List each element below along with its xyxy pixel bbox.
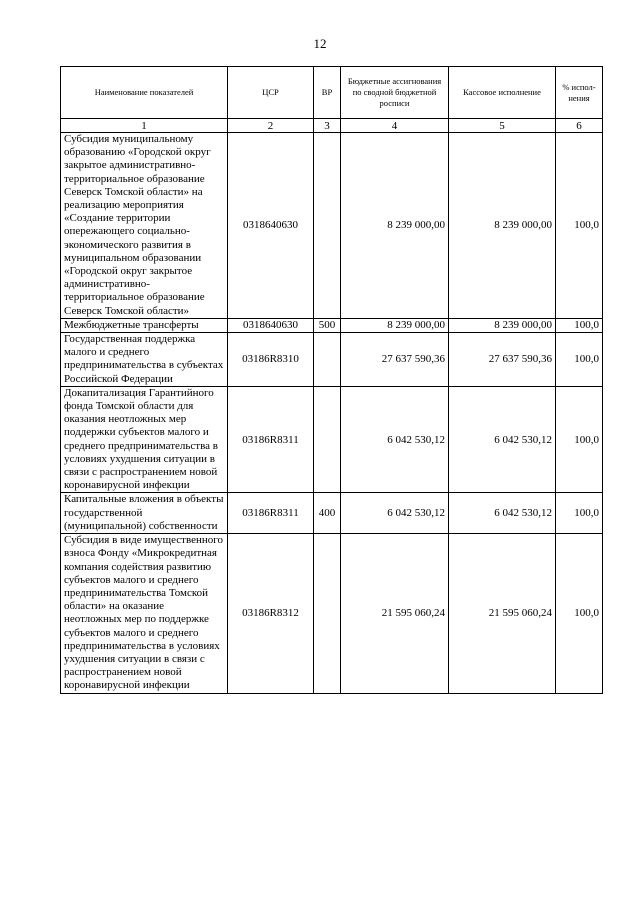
table-row	[61, 133, 603, 319]
row-vr	[314, 333, 341, 387]
column-number: 3	[314, 119, 341, 133]
row-percent: 100,0	[556, 333, 603, 387]
header-vr: ВР	[314, 67, 341, 119]
row-cash: 6 042 530,12	[449, 493, 556, 534]
header-budget: Бюджетные ассигнования по сводной бюджетной росписи	[341, 67, 449, 119]
row-name: Докапитализация Гарантийного фонда Томской области для оказания неотложных мер поддержки субъектов малого и среднего предпринимательства в условиях ухудшения ситуации в связи с распространением новой коронавирусной инфекции	[61, 386, 228, 493]
row-budget: 8 239 000,00	[341, 318, 449, 332]
row-csr: 0318640630	[228, 318, 314, 332]
row-name: Капитальные вложения в объекты государственной (муниципальной) собственности	[61, 493, 228, 534]
row-csr: 0318640630	[228, 133, 314, 319]
row-csr: 03186R8312	[228, 534, 314, 693]
row-csr: 03186R8310	[228, 333, 314, 387]
row-name: Субсидия в виде имущественного взноса Фонду «Микрокредитная компания содействия развитию субъектов малого и среднего предпринимательства Томской области» на оказание неотложных мер по поддержке субъектов малого и среднего предпринимательства в условиях ухудшения ситуации в связи с распространением новой коронавирусной инфекции	[61, 534, 228, 693]
row-cash: 27 637 590,36	[449, 333, 556, 387]
row-vr	[314, 386, 341, 493]
row-percent: 100,0	[556, 534, 603, 693]
row-budget: 27 637 590,36	[341, 333, 449, 387]
row-vr: 500	[314, 318, 341, 332]
row-name: Межбюджетные трансферты	[61, 318, 228, 332]
row-csr: 03186R8311	[228, 493, 314, 534]
column-number: 6	[556, 119, 603, 133]
row-csr: 03186R8311	[228, 386, 314, 493]
column-number-row	[61, 119, 603, 133]
row-percent: 100,0	[556, 386, 603, 493]
row-percent: 100,0	[556, 318, 603, 332]
row-vr	[314, 534, 341, 693]
row-budget: 6 042 530,12	[341, 386, 449, 493]
header-cash: Кассовое исполнение	[449, 67, 556, 119]
budget-execution-table	[60, 66, 603, 694]
row-percent: 100,0	[556, 493, 603, 534]
header-percent: % испол-нения	[556, 67, 603, 119]
row-cash: 6 042 530,12	[449, 386, 556, 493]
page-number: 12	[313, 36, 327, 51]
row-budget: 21 595 060,24	[341, 534, 449, 693]
row-cash: 21 595 060,24	[449, 534, 556, 693]
row-vr	[314, 133, 341, 319]
table-row	[61, 534, 603, 693]
row-vr: 400	[314, 493, 341, 534]
table-row	[61, 493, 603, 534]
row-budget: 8 239 000,00	[341, 133, 449, 319]
column-number: 1	[61, 119, 228, 133]
row-budget: 6 042 530,12	[341, 493, 449, 534]
row-name: Субсидия муниципальному образованию «Городской округ закрытое административно-территориальное образование Северск Томской области» на реализацию мероприятия «Создание территории опережающего социально-экономического развития в муниципальном образовании «Городской округ закрытое административно-территориальное образование Северск Томской области»	[61, 133, 228, 319]
table-header-row	[61, 67, 603, 119]
column-number: 2	[228, 119, 314, 133]
row-cash: 8 239 000,00	[449, 318, 556, 332]
table-row	[61, 333, 603, 387]
table-row	[61, 318, 603, 332]
row-percent: 100,0	[556, 133, 603, 319]
column-number: 5	[449, 119, 556, 133]
header-csr: ЦСР	[228, 67, 314, 119]
table-row	[61, 386, 603, 493]
column-number: 4	[341, 119, 449, 133]
row-cash: 8 239 000,00	[449, 133, 556, 319]
header-name: Наименование показателей	[61, 67, 228, 119]
row-name: Государственная поддержка малого и среднего предпринимательства в субъектах Российской Федерации	[61, 333, 228, 387]
